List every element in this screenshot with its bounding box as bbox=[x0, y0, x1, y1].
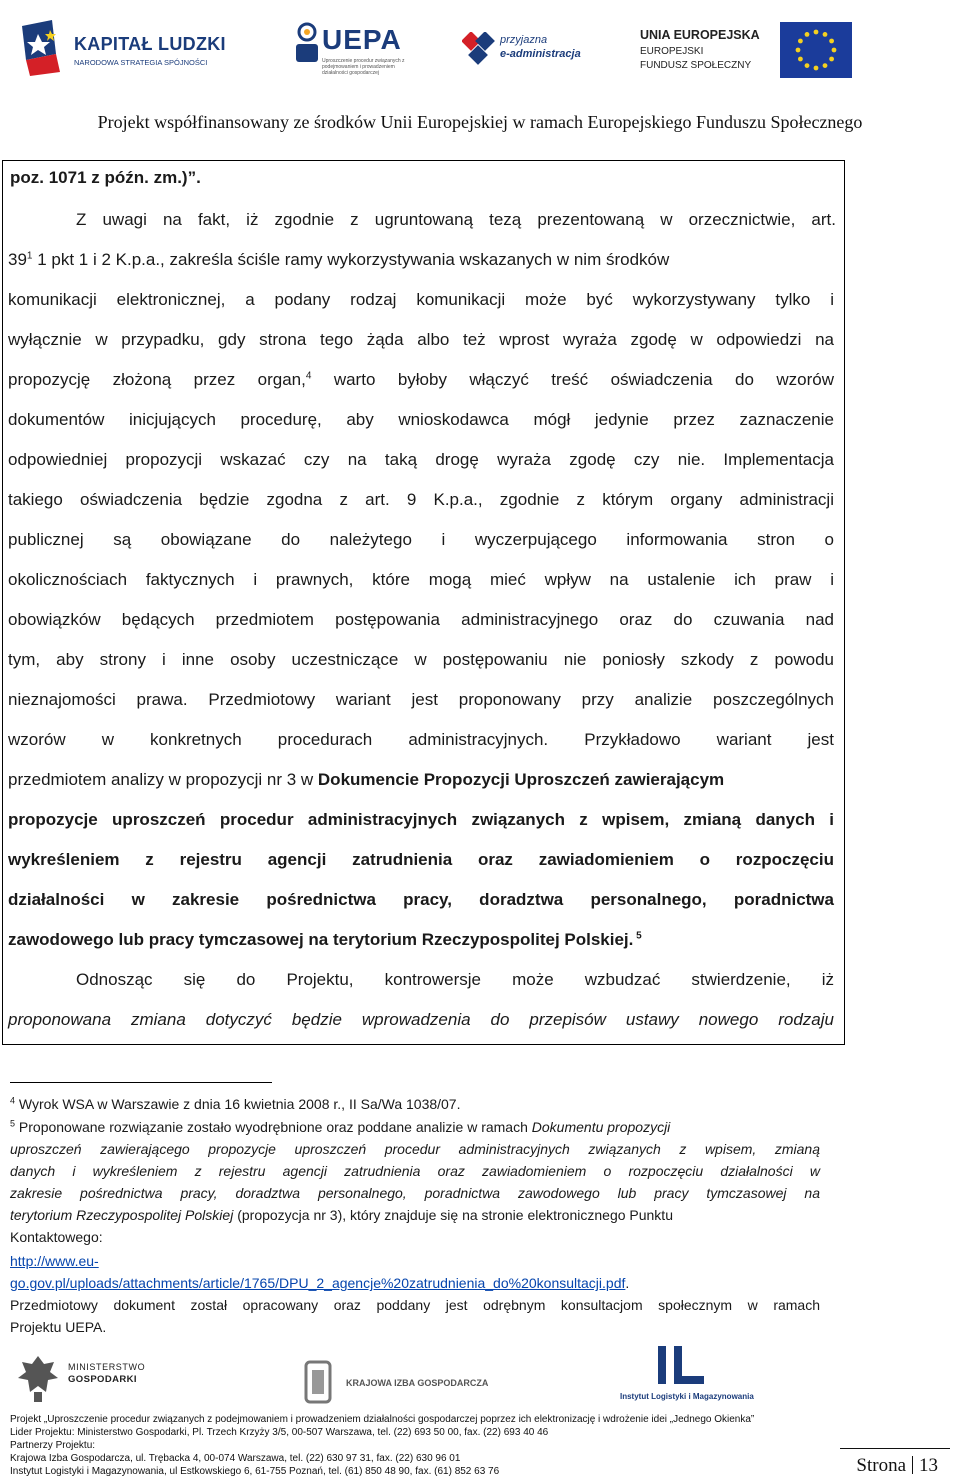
body-line-16 bbox=[8, 770, 834, 790]
body-line-7: dokumentów inicjujących procedurę, aby wnioskodawca mógł jedynie przez zaznaczenie bbox=[8, 410, 834, 429]
footer-ilim-address: Instytut Logistyki i Magazynowania, ul Estkowskiego 6, 61-755 Poznań, tel. (61) 850 48 90, fax. (61) 852 63 76 bbox=[10, 1466, 500, 1477]
footnote-4-marker: 4 bbox=[10, 1095, 16, 1106]
footnote-4-text: Wyrok WSA w Warszawie z dnia 16 kwietnia 2008 r., II Sa/Wa 1038/07. bbox=[15, 1096, 461, 1112]
body-line-5: wyłącznie w przypadku, gdy strona tego żąda albo też wprost wyraża zgodę w odpowiedzi na bbox=[8, 330, 834, 349]
krajowa-izba-gospodarcza-logo bbox=[296, 1358, 496, 1410]
body-line-9: takiego oświadczenia będzie zgodna z art. 9 K.p.a., zgodnie z którym organy administracji bbox=[8, 490, 834, 509]
body-line-20-a: zawodowego lub pracy tymczasowej na terytorium Rzeczypospolitej Polskiej. bbox=[8, 930, 634, 949]
footer-project-line: Projekt „Uproszczenie procedur związanych z podejmowaniem i prowadzeniem działalności gospodarczej poprzez ich elektronizację i wdrożenie idei „Jednego Okienka” bbox=[10, 1414, 755, 1425]
footnote-5-line-5-italic: terytorium Rzeczypospolitej Polskiej bbox=[10, 1207, 234, 1223]
body-line-3 bbox=[8, 250, 834, 270]
footnote-5-line-4: zakresie pośrednictwa pracy, doradztwa personalnego, poradnictwa zawodowego lub pracy tymczasowej na bbox=[10, 1185, 820, 1201]
footnote-5-url-period: . bbox=[625, 1275, 630, 1291]
body-line-16-b: Dokumencie Propozycji Uproszczeń zawierającym bbox=[317, 770, 725, 789]
body-line-14: nieznajomości prawa. Przedmiotowy wariant jest proponowany przy analizie poszczególnych bbox=[8, 690, 834, 709]
footnote-5-text-a-italic: Dokumentu propozycji bbox=[531, 1119, 671, 1135]
ue-line3: FUNDUSZ SPOŁECZNY bbox=[640, 60, 752, 71]
kapital-ludzki-title: KAPITAŁ LUDZKI bbox=[74, 34, 226, 54]
footnote-separator bbox=[10, 1082, 272, 1083]
body-line-6-a: propozycję złożoną przez organ, bbox=[8, 370, 306, 389]
ministerstwo-line1: MINISTERSTWO bbox=[68, 1362, 146, 1372]
footnote-5-line-1 bbox=[10, 1119, 820, 1135]
body-line-3-b: 1 pkt 1 i 2 K.p.a., zakreśla ściśle ramy wykorzystywania wskazanych w nim środków bbox=[32, 250, 670, 269]
body-line-22: proponowana zmiana dotyczyć będzie wprowadzenia do przepisów ustawy nowego rodzaju bbox=[8, 1010, 834, 1029]
body-line-18: wykreśleniem z rejestru agencji zatrudnienia oraz zawiadomieniem o rozpoczęciu bbox=[8, 850, 834, 869]
header-logos bbox=[0, 8, 960, 98]
polish-eagle-icon bbox=[16, 1352, 60, 1404]
footnote-4 bbox=[10, 1096, 820, 1112]
przyjazna-emblem-icon bbox=[462, 32, 496, 66]
body-line-12: obowiązków będących przedmiotem postępowania administracyjnego oraz do czuwania nad bbox=[8, 610, 834, 629]
footnote-5-marker: 5 bbox=[10, 1118, 16, 1129]
footnote-5-line-2: uproszczeń zawierającego propozycje uproszczeń procedur administracyjnych związanych z wpisem, zmianą bbox=[10, 1141, 820, 1157]
body-line-2: Z uwagi na fakt, iż zgodnie z ugruntowaną tezą prezentowaną w orzecznictwie, art. bbox=[76, 210, 836, 229]
page-number-rule bbox=[840, 1448, 950, 1449]
footnote-ref-1: 1 bbox=[26, 250, 33, 262]
page-number-value: 13 bbox=[919, 1455, 938, 1476]
page-number bbox=[856, 1455, 938, 1477]
body-line-4: komunikacji elektronicznej, a podany rodzaj komunikacji może być wykorzystywany tylko i bbox=[8, 290, 834, 309]
ue-line1: UNIA EUROPEJSKA bbox=[640, 28, 760, 42]
body-line-20 bbox=[8, 930, 834, 950]
body-line-19: działalności w zakresie pośrednictwa pracy, doradztwa personalnego, poradnictwa bbox=[8, 890, 834, 909]
body-line-16-a: przedmiotem analizy w propozycji nr 3 w bbox=[8, 770, 318, 789]
cofinancing-statement: Projekt współfinansowany ze środków Unii Europejskiej w ramach Europejskiego Funduszu Społecznego bbox=[97, 112, 863, 132]
page-label: Strona bbox=[856, 1455, 906, 1476]
body-line-17: propozycje uproszczeń procedur administracyjnych związanych z wpisem, zmianą danych i bbox=[8, 810, 834, 829]
footnote-5-line-6: Kontaktowego: bbox=[10, 1229, 103, 1245]
body-line-15: wzorów w konkretnych procedurach administracyjnych. Przykładowo wariant jest bbox=[8, 730, 834, 749]
przyjazna-line1: przyjazna bbox=[500, 34, 548, 46]
footer-leader-line: Lider Projektu: Ministerstwo Gospodarki, Pl. Trzech Krzyży 3/5, 00-507 Warszawa, tel. (22) 693 50 00, fax. (22) 693 40 46 bbox=[10, 1427, 549, 1438]
ilim-emblem-icon bbox=[650, 1340, 720, 1388]
body-line-8: odpowiedniej propozycji wskazać czy na taką drogę wyraża zgodę czy nie. Implementacja bbox=[8, 450, 834, 469]
ministerstwo-line2: GOSPODARKI bbox=[68, 1374, 137, 1385]
kig-name: KRAJOWA IZBA GOSPODARCZA bbox=[346, 1378, 489, 1388]
uepa-emblem-icon bbox=[292, 22, 322, 68]
body-line-1: poz. 1071 z późn. zm.)”. bbox=[10, 168, 201, 187]
eu-flag-icon bbox=[780, 22, 852, 78]
footer-partners-label: Partnerzy Projektu: bbox=[10, 1440, 96, 1451]
body-line-3-a: 39 bbox=[8, 250, 27, 269]
body-line-6-b: warto byłoby włączyć treść oświadczenia do wzorów bbox=[311, 370, 834, 389]
body-line-6 bbox=[8, 370, 834, 390]
footnote-5-url-part-2[interactable]: go.gov.pl/uploads/attachments/article/1765/DPU_2_agencje%20zatrudnienia_do%20konsultacji.pdf bbox=[10, 1275, 626, 1291]
footnote-5-line-5-text: (propozycja nr 3), który znajduje się na stronie elektronicznego Punktu bbox=[233, 1207, 673, 1223]
footnote-ref-5: 5 bbox=[633, 930, 642, 942]
footnote-5-line-9: Przedmiotowy dokument został opracowany oraz poddany jest odrębnym konsultacjom społecznym w ramach bbox=[10, 1297, 820, 1313]
ue-line2: EUROPEJSKI bbox=[640, 46, 704, 57]
uepa-subtitle: Uproszczenie procedur związanych z podejmowaniem i prowadzeniem działalności gospodarczej bbox=[322, 58, 405, 76]
kig-emblem-icon bbox=[296, 1358, 340, 1406]
footnote-5-line-3: danych i wykreśleniem z rejestru agencji zatrudnienia oraz zawiadomieniem o rozpoczęciu działalności w bbox=[10, 1163, 820, 1179]
body-line-21: Odnosząc się do Projektu, kontrowersje może wzbudzać stwierdzenie, iż bbox=[76, 970, 834, 989]
footnote-5-url-part-1[interactable]: http://www.eu- bbox=[10, 1253, 99, 1269]
przyjazna-eadministracja-logo bbox=[462, 26, 592, 76]
kapital-ludzki-subtitle: NARODOWA STRATEGIA SPÓJNOŚCI bbox=[74, 58, 208, 67]
kapital-ludzki-logo bbox=[16, 16, 226, 80]
body-line-13: tym, aby strony i inne osoby uczestniczące w postępowaniu nie poniosły szkody z powodu bbox=[8, 650, 834, 669]
ilim-name: Instytut Logistyki i Magazynowania bbox=[620, 1392, 754, 1401]
ministerstwo-gospodarki-logo bbox=[16, 1352, 146, 1410]
page-number-separator bbox=[912, 1456, 913, 1474]
footnote-5-text-a: Proponowane rozwiązanie zostało wyodrębnione oraz poddane analizie w ramach bbox=[15, 1119, 532, 1135]
footer-kig-address: Krajowa Izba Gospodarcza, ul. Trębacka 4, 00-074 Warszawa, tel. (22) 630 97 31, fax. (22) 630 96 01 bbox=[10, 1453, 461, 1464]
uepa-title: UEPA bbox=[322, 24, 402, 55]
ilim-logo bbox=[620, 1340, 770, 1410]
uepa-logo bbox=[292, 22, 412, 82]
footnote-5-line-10: Projektu UEPA. bbox=[10, 1319, 107, 1335]
footnote-5-line-7 bbox=[10, 1253, 820, 1269]
przyjazna-line2: e-administracja bbox=[500, 48, 581, 60]
footnote-5-line-8 bbox=[10, 1275, 820, 1291]
unia-europejska-logo bbox=[640, 18, 940, 82]
footnote-ref-4: 4 bbox=[305, 370, 312, 382]
body-line-11: okolicznościach faktycznych i prawnych, które mogą mieć wpływ na ustalenie ich praw i bbox=[8, 570, 834, 589]
footnote-5-line-5 bbox=[10, 1207, 820, 1223]
kapital-ludzki-flag-icon bbox=[22, 20, 66, 76]
body-line-10: publicznej są obowiązane do należytego i wyczerpującego informowania stron o bbox=[8, 530, 834, 549]
